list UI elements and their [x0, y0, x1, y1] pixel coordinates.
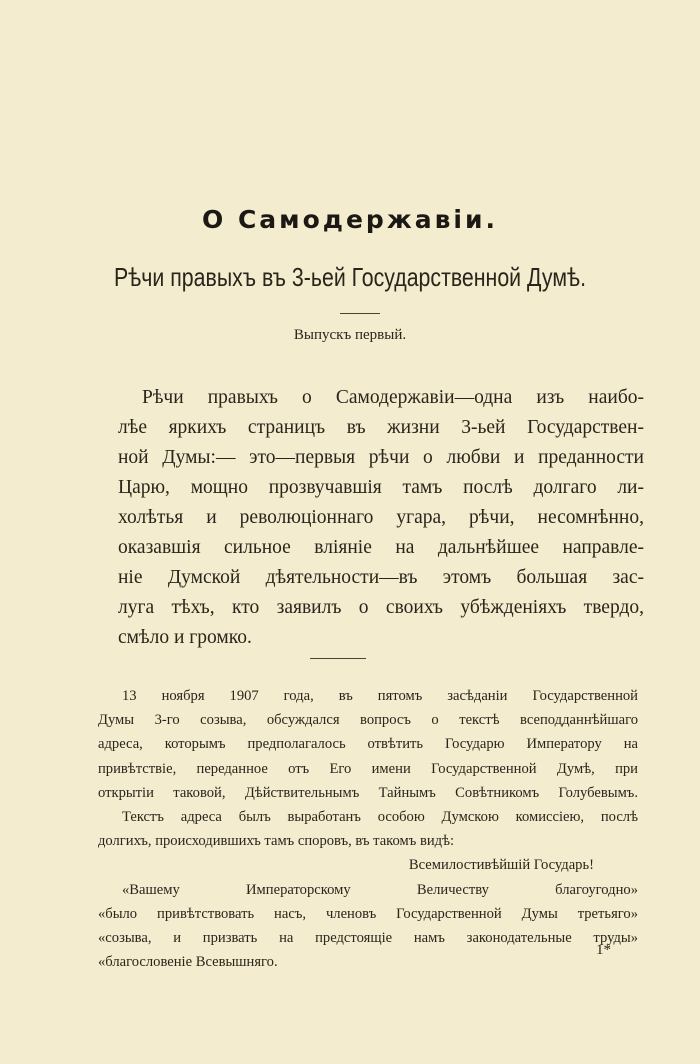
salutation: Всемилостивѣйшій Государь! [408, 857, 594, 874]
body-line: «Вашему Императорскому Величеству благоугодно» [122, 881, 638, 898]
intro-line: оказавшія сильное вліяніе на дальнѣйшее направле- [118, 537, 644, 558]
document-subtitle: Рѣчи правыхъ въ 3-ьей Государственной Думѣ. [114, 262, 586, 292]
intro-line: Рѣчи правыхъ о Самодержавіи—одна изъ наибо- [142, 387, 644, 408]
intro-line: луга тѣхъ, кто заявилъ о своихъ убѣжденіяхъ твердо, [118, 597, 644, 618]
intro-line: ной Думы:— это—первыя рѣчи о любви и преданности [118, 447, 644, 468]
document-title: О Самодержавіи. [202, 205, 498, 234]
intro-line: ніе Думской дѣятельности—въ этомъ большая зас- [118, 567, 644, 588]
intro-paragraph [118, 383, 644, 653]
body-line: открытіи таковой, Дѣйствительнымъ Тайнымъ Совѣтникомъ Голубевымъ. [98, 784, 638, 801]
body-line: 13 ноября 1907 года, въ пятомъ засѣданіи Государственной [122, 688, 638, 704]
divider-rule [310, 658, 366, 659]
body-line: привѣтствіе, переданное отъ Его имени Государственной Думѣ, при [98, 760, 638, 777]
intro-line: лѣе яркихъ страницъ въ жизни 3-ьей Государствен- [118, 417, 644, 438]
divider-rule [340, 313, 380, 314]
intro-line: смѣло и громко. [118, 627, 252, 648]
body-line: Текстъ адреса былъ выработанъ особою Думскою комиссіею, послѣ [122, 809, 638, 826]
body-line: Думы 3-го созыва, обсуждался вопросъ о текстѣ всеподданнѣйшаго [98, 712, 638, 729]
issue-label: Выпускъ первый. [293, 327, 407, 343]
body-line: «созыва, и призвать на предстоящіе намъ законодательные труды» [98, 930, 638, 947]
body-line: долгихъ, происходившихъ тамъ споровъ, въ такомъ видѣ: [98, 833, 455, 850]
body-text [98, 684, 638, 974]
body-line: «благословеніе Всевышняго. [98, 954, 278, 971]
intro-line: холѣтья и революціоннаго угара, рѣчи, несомнѣнно, [118, 507, 644, 528]
body-line: «было привѣтствовать насъ, членовъ Государственной Думы третьяго» [98, 905, 638, 922]
page-number: 1* [596, 942, 611, 958]
body-line: адреса, которымъ предполагалось отвѣтить Государю Императору на [98, 736, 638, 753]
intro-line: Царю, мощно прозвучавшія тамъ послѣ долгаго ли- [118, 477, 644, 498]
